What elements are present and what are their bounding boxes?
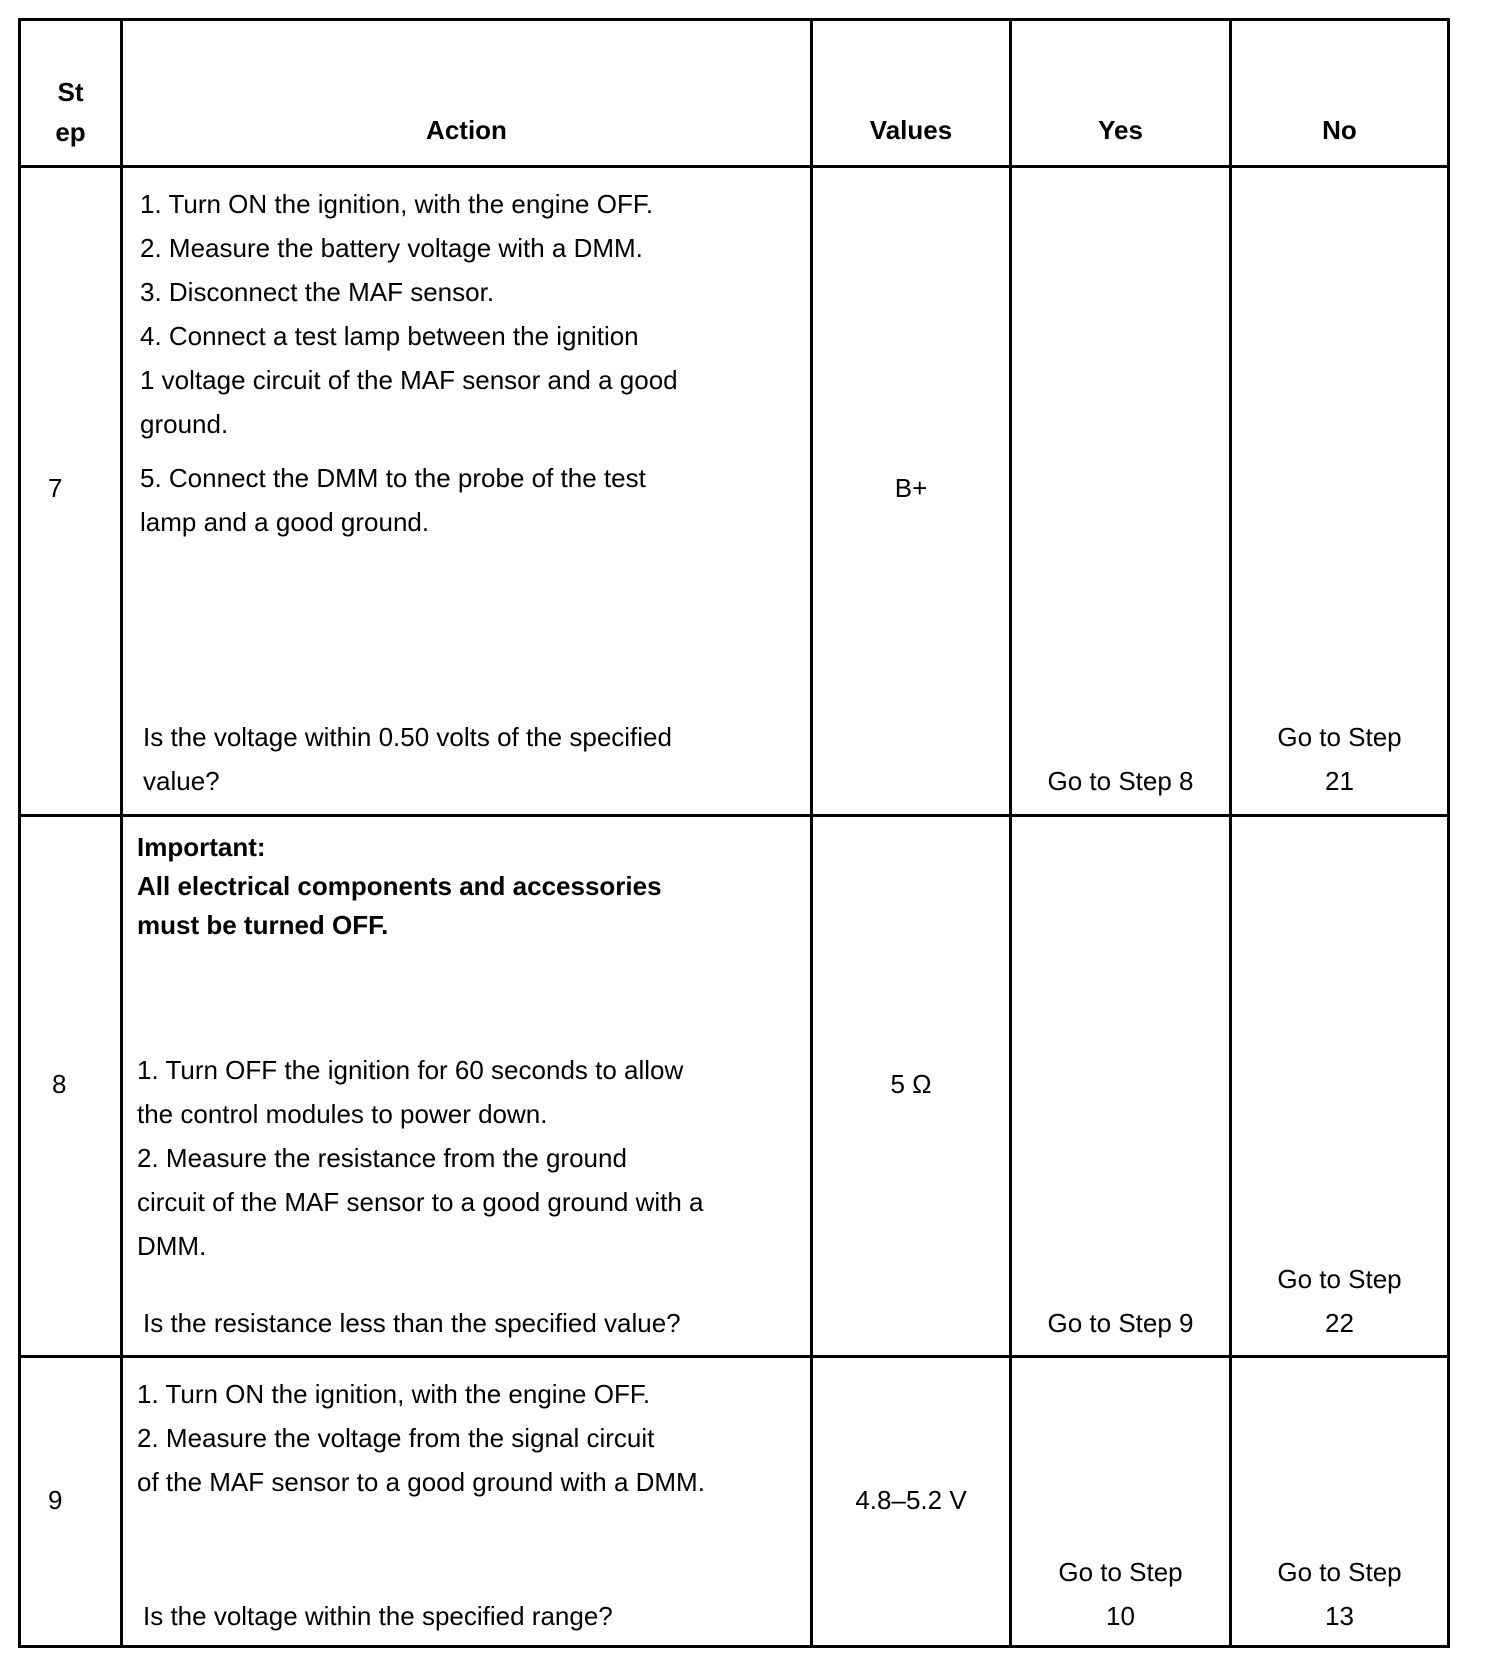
no-line: 22 bbox=[1325, 1308, 1354, 1338]
action-line: ground. bbox=[140, 409, 229, 439]
action-text bbox=[137, 1048, 704, 1268]
table-border-right bbox=[1447, 18, 1450, 1648]
question-line: value? bbox=[143, 766, 220, 796]
important-line: Important: bbox=[137, 832, 266, 862]
no-cell bbox=[1232, 1257, 1447, 1345]
no-cell bbox=[1232, 715, 1447, 803]
header-divider bbox=[18, 165, 1450, 168]
action-line: 3. Disconnect the MAF sensor. bbox=[140, 277, 495, 307]
action-line: 1. Turn ON the ignition, with the engine OFF. bbox=[140, 189, 654, 219]
no-line: Go to Step bbox=[1277, 1264, 1402, 1294]
header-values: Values bbox=[869, 115, 953, 145]
action-line: 1 voltage circuit of the MAF sensor and a good bbox=[140, 365, 678, 395]
question-text: Is the resistance less than the specified value? bbox=[143, 1308, 681, 1338]
action-line: lamp and a good ground. bbox=[140, 507, 430, 537]
no-line: 21 bbox=[1325, 766, 1354, 796]
action-line: 2. Measure the resistance from the ground bbox=[137, 1143, 627, 1173]
column-divider bbox=[1009, 18, 1012, 1648]
header-no: No bbox=[1322, 115, 1357, 145]
action-text bbox=[137, 1372, 705, 1504]
question-line: Is the voltage within 0.50 volts of the specified bbox=[143, 722, 672, 752]
action-line: circuit of the MAF sensor to a good ground with a bbox=[137, 1187, 704, 1217]
header-step-line2: ep bbox=[55, 117, 86, 147]
question-text bbox=[143, 715, 672, 803]
no-line: Go to Step bbox=[1277, 1557, 1402, 1587]
yes-cell: Go to Step 8 bbox=[1047, 766, 1194, 796]
step-number: 8 bbox=[52, 1069, 67, 1099]
value-cell: 4.8–5.2 V bbox=[855, 1485, 967, 1515]
table-border-bottom bbox=[18, 1645, 1450, 1648]
header-yes: Yes bbox=[1098, 115, 1143, 145]
value-cell: 5 Ω bbox=[890, 1069, 932, 1099]
question-text: Is the voltage within the specified range? bbox=[143, 1601, 613, 1631]
action-line: 1. Turn ON the ignition, with the engine OFF. bbox=[137, 1379, 651, 1409]
action-line: 5. Connect the DMM to the probe of the test bbox=[140, 463, 646, 493]
diagnostic-table bbox=[18, 18, 1450, 1648]
no-line: 13 bbox=[1325, 1601, 1354, 1631]
column-divider bbox=[810, 18, 813, 1648]
header-step bbox=[21, 72, 120, 152]
important-line: All electrical components and accessories bbox=[137, 871, 662, 901]
row-divider bbox=[18, 814, 1450, 817]
action-line: DMM. bbox=[137, 1231, 207, 1261]
yes-line: 10 bbox=[1106, 1601, 1135, 1631]
action-line: 2. Measure the battery voltage with a DMM. bbox=[140, 233, 643, 263]
important-note bbox=[137, 828, 662, 945]
yes-cell bbox=[1012, 1550, 1229, 1638]
no-cell bbox=[1232, 1550, 1447, 1638]
header-step-line1: St bbox=[57, 77, 84, 107]
action-line: 2. Measure the voltage from the signal circuit bbox=[137, 1423, 655, 1453]
yes-line: Go to Step bbox=[1058, 1557, 1183, 1587]
yes-cell: Go to Step 9 bbox=[1047, 1308, 1194, 1338]
table-border-left bbox=[18, 18, 21, 1648]
step-number: 9 bbox=[48, 1485, 63, 1515]
value-cell: B+ bbox=[894, 473, 928, 503]
no-line: Go to Step bbox=[1277, 722, 1402, 752]
action-line: the control modules to power down. bbox=[137, 1099, 548, 1129]
action-line: of the MAF sensor to a good ground with a DMM. bbox=[137, 1467, 705, 1497]
column-divider bbox=[1229, 18, 1232, 1648]
header-action: Action bbox=[426, 115, 507, 145]
column-divider bbox=[120, 18, 123, 1648]
step-number: 7 bbox=[48, 473, 63, 503]
row-divider bbox=[18, 1355, 1450, 1358]
action-line: 1. Turn OFF the ignition for 60 seconds to allow bbox=[137, 1055, 684, 1085]
table-border-top bbox=[18, 18, 1450, 21]
action-line: 4. Connect a test lamp between the ignition bbox=[140, 321, 639, 351]
action-text bbox=[140, 456, 646, 544]
important-line: must be turned OFF. bbox=[137, 910, 389, 940]
action-text bbox=[140, 182, 678, 446]
